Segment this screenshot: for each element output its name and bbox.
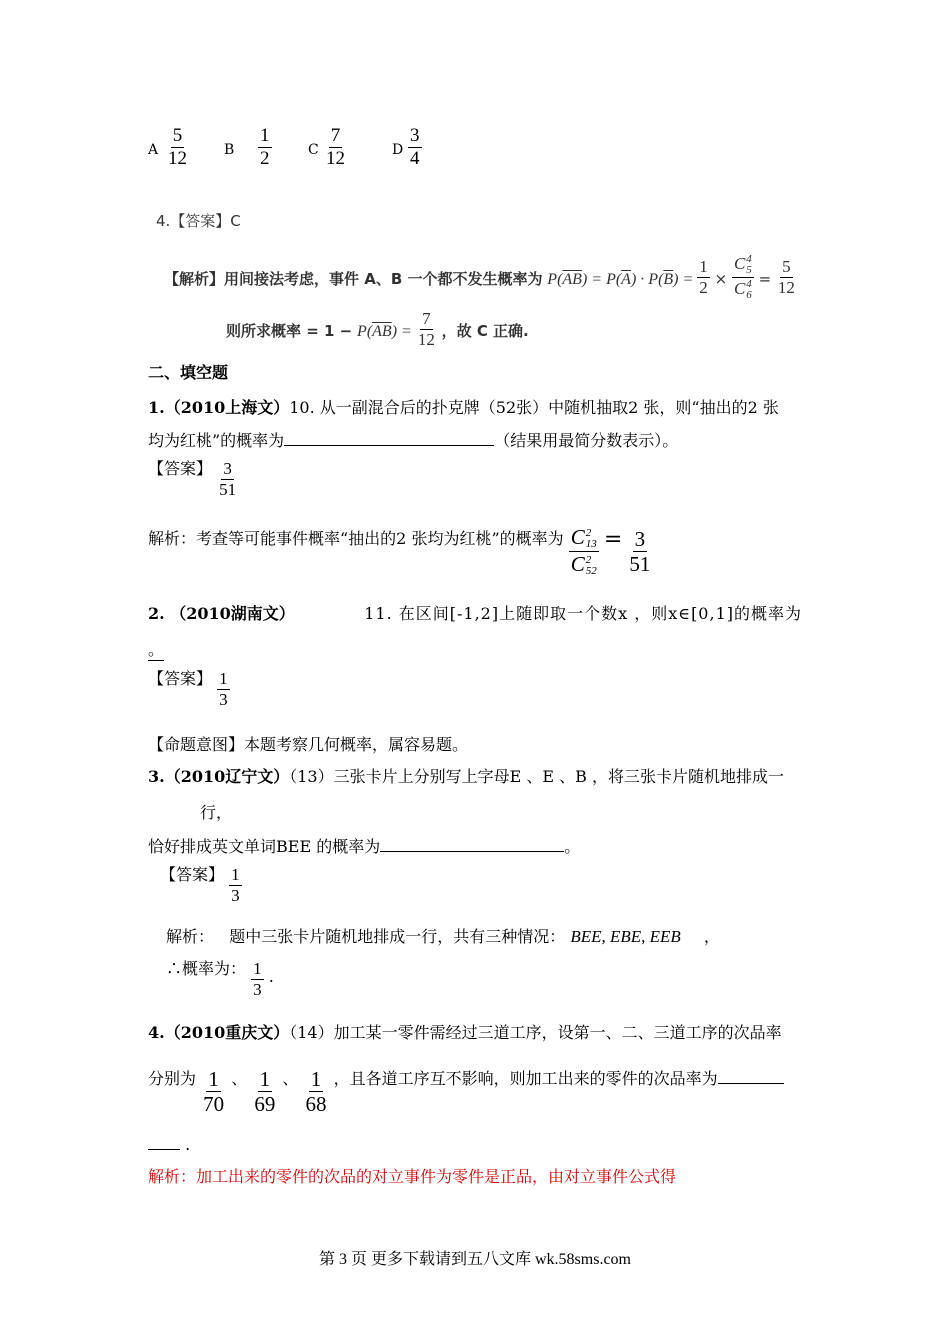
q1-answer-blank[interactable] (284, 428, 494, 446)
result-fraction: $\frac{5}{12}$ (777, 257, 795, 297)
q4-prefix: 分别为 (148, 1069, 197, 1089)
option-c-fraction (324, 126, 347, 169)
q4-answer-blank[interactable] (718, 1066, 784, 1084)
q3-answer-label: 【答案】 (160, 864, 225, 884)
q4-line2 (148, 1068, 784, 1115)
q3-text1: （13）三张卡片上分别写上字母E 、E 、B ，将三张卡片随机地排成一 (289, 767, 784, 786)
q3-answer-blank[interactable] (380, 834, 564, 852)
q1-text1: 10. 从一副混合后的扑克牌（52张）中随机抽取2 张，则“抽出的2 张 (289, 398, 779, 417)
q1-line1 (148, 395, 779, 418)
q3-answer (160, 866, 242, 905)
q3-result-suffix: . (268, 966, 274, 986)
page-footer: 第 3 页 更多下载请到五八文库 wk.58sms.com (318, 1251, 631, 1268)
numerator: 1 (260, 125, 270, 146)
q4-sep-2: 、 (282, 1069, 299, 1089)
q1-line2 (148, 428, 678, 451)
answer-4-label: 4.【答案】C (156, 212, 241, 230)
q1-answer-fraction: $\frac{3}{51}$ (219, 459, 237, 499)
q4-answer-blank-cont[interactable] (148, 1132, 180, 1150)
denominator: 2 (260, 147, 270, 169)
q3-analysis-text: 解析： 题中三张卡片随机地排成一行，共有三种情况： (166, 927, 566, 946)
option-a-letter: A (148, 142, 159, 158)
q1-answer (148, 460, 238, 499)
answer-4-conclusion (226, 302, 529, 349)
q2-line1 (148, 601, 802, 624)
half-fraction: $\frac{1}{2}$ (699, 257, 708, 297)
q4-label: 4.（2010重庆文） (148, 1023, 290, 1042)
option-b-fraction (258, 126, 272, 169)
q2-text2: 。 (148, 637, 164, 661)
q3-text2: 恰好排成英文单词BEE 的概率为 (148, 837, 381, 856)
denominator: 12 (168, 147, 187, 169)
formula-p-ab-2: $P(\overline{AB})$ = (357, 322, 412, 340)
q4-text1: （14）加工某一零件需经过三道工序，设第一、二、三道工序的次品率 (289, 1023, 782, 1042)
q4-line1 (148, 1020, 782, 1043)
q4-line3 (148, 1132, 190, 1154)
q3-therefore-text: ∴概率为： (166, 958, 247, 978)
q3-cases-suffix: ， (703, 927, 720, 946)
numerator: 5 (172, 125, 183, 146)
q2-answer (148, 670, 230, 709)
q1-analysis-text: 解析：考查等可能事件概率“抽出的2 张均为红桃”的概率为 (148, 529, 564, 549)
q3-answer-fraction: $\frac{1}{3}$ (231, 865, 240, 905)
q2-label: 2. （2010湖南文） (148, 604, 295, 623)
equals-sign: = (758, 270, 772, 288)
q1-text2: 均为红桃”的概率为 (148, 431, 285, 450)
option-d-fraction (408, 126, 422, 169)
q4-sep-1: 、 (231, 1069, 248, 1089)
q4-fraction-1: $\frac{1}{70}$ (203, 1067, 225, 1117)
numerator: 7 (330, 125, 341, 146)
conclusion-prefix: 则所求概率 = 1 − (226, 321, 353, 340)
q2-line2 (148, 637, 164, 661)
times-sign: × (714, 270, 728, 288)
denominator: 12 (326, 147, 345, 169)
denominator: 4 (410, 147, 420, 169)
q2-text1: 11. 在区间[-1,2]上随即取一个数x ，则x∈[0,1]的概率为 (364, 604, 802, 623)
q4-fraction-3: $\frac{1}{68}$ (305, 1067, 327, 1117)
q1-label: 1.（2010上海文） (148, 398, 290, 417)
q1-analysis (148, 526, 652, 577)
q4-analysis: 解析：加工出来的零件的次品的对立事件为零件是正品，由对立事件公式得 (148, 1167, 677, 1186)
option-b-letter: B (224, 142, 235, 158)
q3-text2-suffix: 。 (564, 837, 581, 856)
q2-intent: 【命题意图】本题考察几何概率，属容易题。 (148, 735, 469, 754)
analysis-prefix: 【解析】用间接法考虑，事件 A、B 一个都不发生概率为 (164, 270, 543, 288)
option-c-letter: C (308, 142, 319, 158)
q3-cases: BEE, EBE, EEB (570, 927, 681, 946)
q4-text2-suffix: ，且各道工序互不影响，则加工出来的零件的次品率为 (333, 1069, 718, 1089)
q1-result-fraction: $\frac{3}{51}$ (629, 527, 651, 577)
q2-answer-label: 【答案】 (148, 668, 213, 688)
q1-text2-suffix: （结果用最简分数表示）。 (494, 431, 679, 450)
option-a-fraction (166, 126, 189, 169)
q1-combination-fraction: C 2 13 C 2 52 (570, 525, 597, 578)
q3-line1 (148, 764, 784, 787)
conclusion-suffix: ，故 C 正确. (441, 321, 529, 340)
q3-label: 3.（2010辽宁文） (148, 767, 290, 786)
q3-therefore (166, 960, 274, 999)
q4-text3-suffix: . (185, 1135, 191, 1154)
answer-4-analysis (164, 246, 797, 301)
q3-line2 (148, 834, 580, 857)
conclusion-fraction: $\frac{7}{12}$ (417, 309, 435, 349)
section-title: 二、填空题 (148, 363, 229, 382)
formula-p-ab: $P(\overline{AB}) = P(\overline{A}) \cdot P(\overline{B})$ = (547, 271, 694, 288)
q1-answer-label: 【答案】 (148, 458, 213, 478)
q4-fraction-2: $\frac{1}{69}$ (254, 1067, 276, 1117)
numerator: 3 (410, 125, 420, 146)
combination-fraction: C 4 5 C 4 6 (733, 253, 752, 301)
q1-equals: = (603, 527, 623, 553)
q3-result-fraction: $\frac{1}{3}$ (253, 959, 262, 999)
q2-answer-fraction: $\frac{1}{3}$ (219, 669, 228, 709)
option-d-letter: D (392, 142, 404, 158)
q3-analysis (166, 924, 720, 947)
q3-line1b: 行， (200, 803, 233, 822)
